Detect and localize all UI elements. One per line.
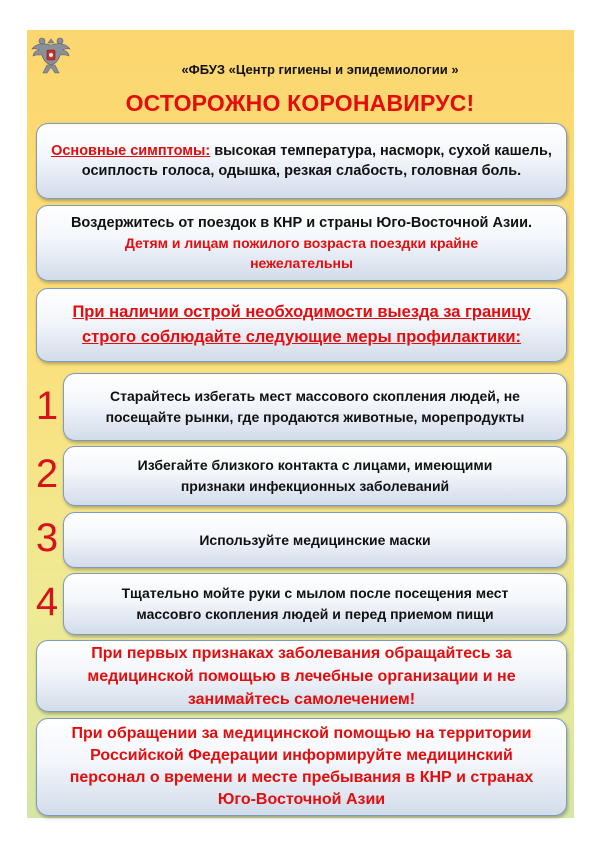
symptoms-box bbox=[36, 123, 567, 199]
measure-item bbox=[63, 512, 567, 568]
measure-number: 3 bbox=[35, 516, 59, 560]
double-headed-eagle-emblem-icon bbox=[30, 33, 72, 77]
measure-text: Старайтесь избегать мест массового скопления людей, не посещайте рынки, где продаются животные, морепродукты bbox=[105, 388, 525, 425]
inform-staff-notice-box bbox=[36, 718, 567, 816]
travel-box bbox=[36, 205, 567, 281]
symptoms-text: высокая температура, насморк, сухой кашель, осиплость голоса, одышка, резкая слабость, головная боль. bbox=[81, 143, 552, 179]
symptoms-label: Основные симптомы: bbox=[51, 143, 211, 159]
inform-staff-notice: При обращении за медицинской помощью на территории Российской Федерации информируйте медицинский персонал о времени и месте пребывания в КНР и странах Юго-Восточной Азии bbox=[69, 725, 534, 808]
organization-name: «ФБУЗ «Центр гигиены и эпидемиологии » bbox=[181, 62, 459, 77]
measure-number: 2 bbox=[35, 452, 59, 496]
measure-text: Тщательно мойте руки с мылом после посещения мест массовго скопления людей и перед приемом пищи bbox=[121, 585, 509, 622]
measure-item bbox=[63, 373, 567, 441]
measure-number: 4 bbox=[35, 580, 59, 624]
travel-advice: Воздержитесь от поездок в КНР и страны Юго-Восточной Азии. bbox=[70, 215, 533, 231]
measure-text: Избегайте близкого контакта с лицами, имеющими признаки инфекционных заболеваний bbox=[137, 457, 493, 494]
poster-title: ОСТОРОЖНО КОРОНАВИРУС! bbox=[125, 90, 475, 116]
measure-item bbox=[63, 446, 567, 506]
measure-text: Используйте медицинские маски bbox=[199, 531, 431, 548]
travel-warning: Детям и лицам пожилого возраста поездки крайне нежелательны bbox=[124, 235, 479, 271]
self-treatment-warning: При первых признаках заболевания обращайтесь за медицинской помощью в лечебные организации и не занимайтесь самолечением! bbox=[87, 644, 516, 708]
measure-number: 1 bbox=[35, 384, 59, 428]
self-treatment-warning-box bbox=[36, 640, 567, 712]
measure-item bbox=[63, 573, 567, 635]
precautions-intro: При наличии острой необходимости выезда за границу строго соблюдайте следующие меры профилактики: bbox=[72, 303, 531, 346]
precautions-intro-box bbox=[36, 288, 567, 362]
